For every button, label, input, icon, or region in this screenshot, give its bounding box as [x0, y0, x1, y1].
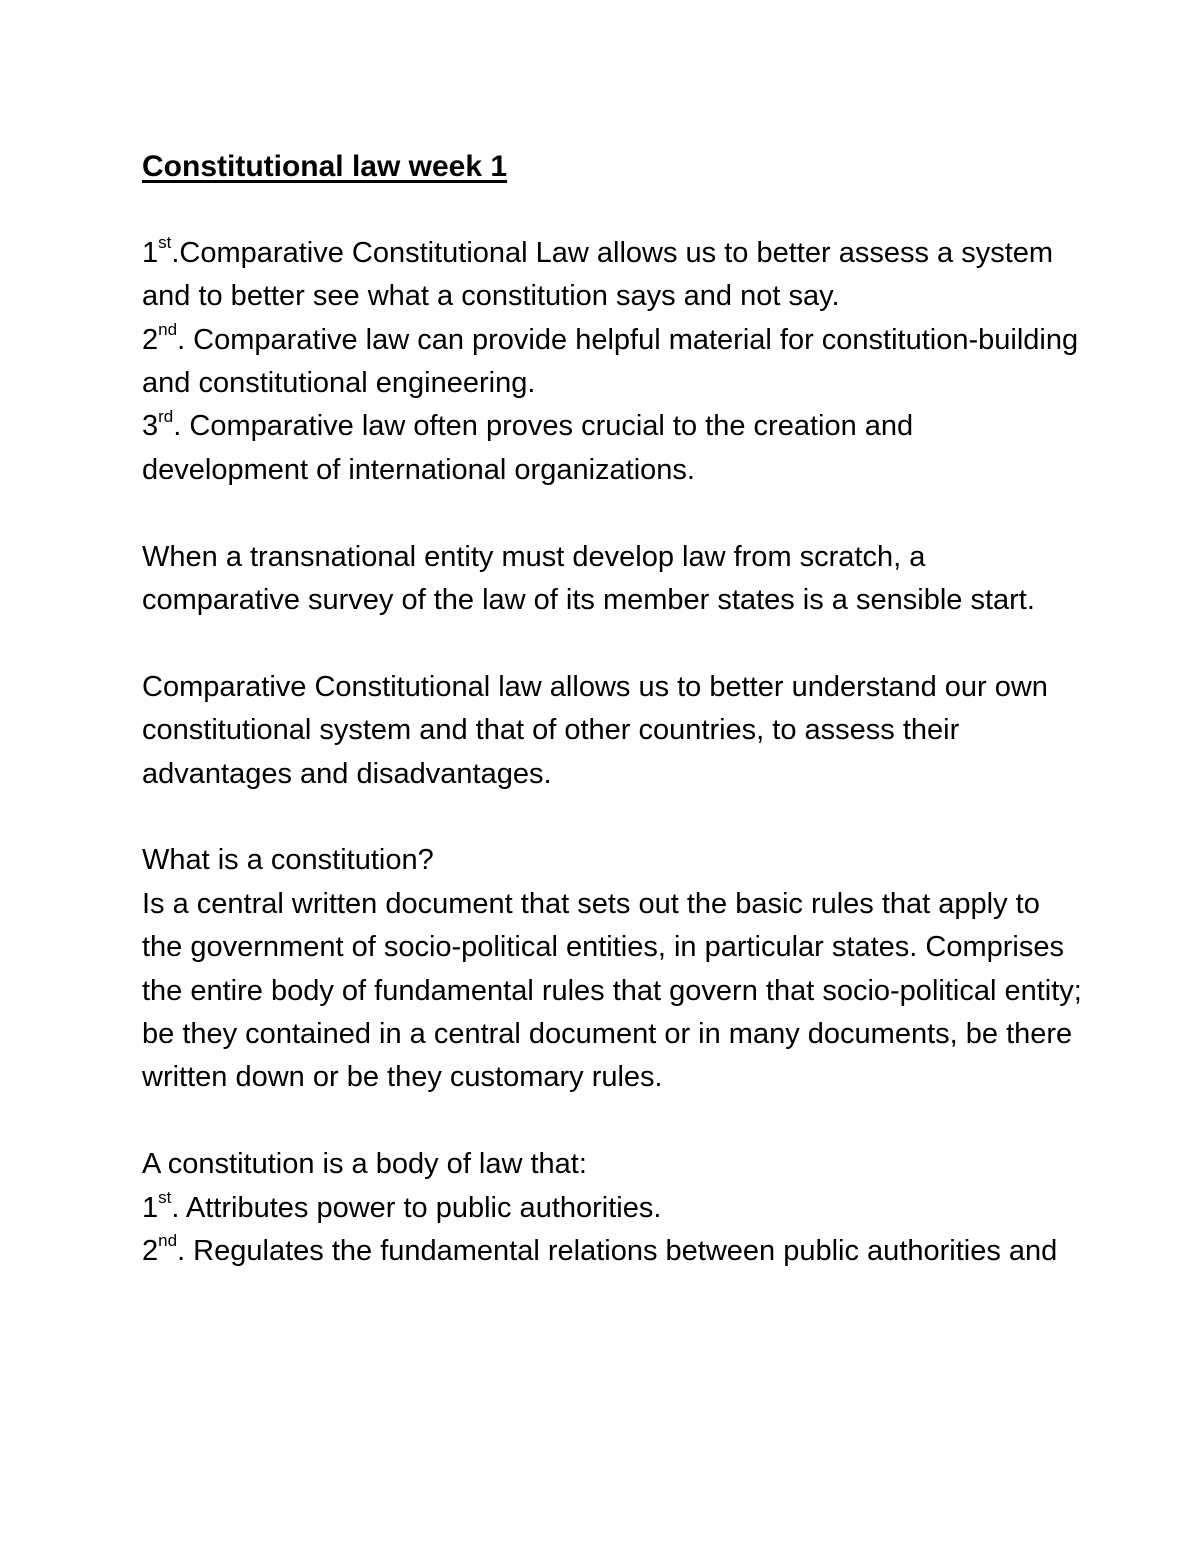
reason-item-2 — [142, 319, 1082, 406]
item-text: . Attributes power to public authorities. — [171, 1191, 662, 1224]
ordinal-suffix: st — [158, 1188, 172, 1208]
spacer — [142, 492, 1082, 535]
paragraph-transnational: When a transnational entity must develop law from scratch, a comparative survey of the law of its member states is a sensible start. — [142, 540, 1035, 617]
reason-number: 1 — [142, 236, 159, 269]
reason-text: .Comparative Constitutional Law allows us to better assess a system and to better see what a constitution says and not say. — [142, 236, 1054, 313]
reason-item-1 — [142, 232, 1082, 319]
ordinal-suffix: rd — [158, 406, 174, 426]
question-heading: What is a constitution? — [142, 844, 434, 877]
item-number: 2 — [142, 1235, 159, 1268]
document-page — [142, 145, 1082, 1273]
body-of-law-item-2 — [142, 1230, 1082, 1273]
definition-paragraph: Is a central written document that sets out the basic rules that apply to the government of socio-political entities, in particular states. Comprises the entire body of fundamental rules that govern that socio-political entity; be they contained in a central document or in many documents, be there written down or be they customary rules. — [142, 887, 1082, 1094]
spacer — [142, 188, 1082, 231]
item-number: 1 — [142, 1191, 159, 1224]
spacer — [142, 1100, 1082, 1143]
reason-item-3 — [142, 405, 1082, 492]
spacer — [142, 796, 1082, 839]
reason-text: . Comparative law often proves crucial to the creation and development of international organizations. — [142, 410, 914, 486]
body-of-law-item-1 — [142, 1187, 1082, 1230]
document-title: Constitutional law week 1 — [142, 150, 508, 183]
reason-number: 2 — [142, 323, 159, 356]
paragraph-understand: Comparative Constitutional law allows us to better understand our own constitutional system and that of other countries, to assess their advantages and disadvantages. — [142, 670, 1048, 790]
ordinal-suffix: st — [158, 233, 172, 253]
ordinal-suffix: nd — [158, 319, 178, 339]
spacer — [142, 622, 1082, 665]
body-of-law-intro: A constitution is a body of law that: — [142, 1148, 587, 1181]
item-text: . Regulates the fundamental relations between public authorities and — [177, 1235, 1058, 1268]
ordinal-suffix: nd — [158, 1231, 178, 1251]
reason-text: . Comparative law can provide helpful material for constitution-building and constitutional engineering. — [142, 323, 1079, 400]
reason-number: 3 — [142, 410, 159, 443]
